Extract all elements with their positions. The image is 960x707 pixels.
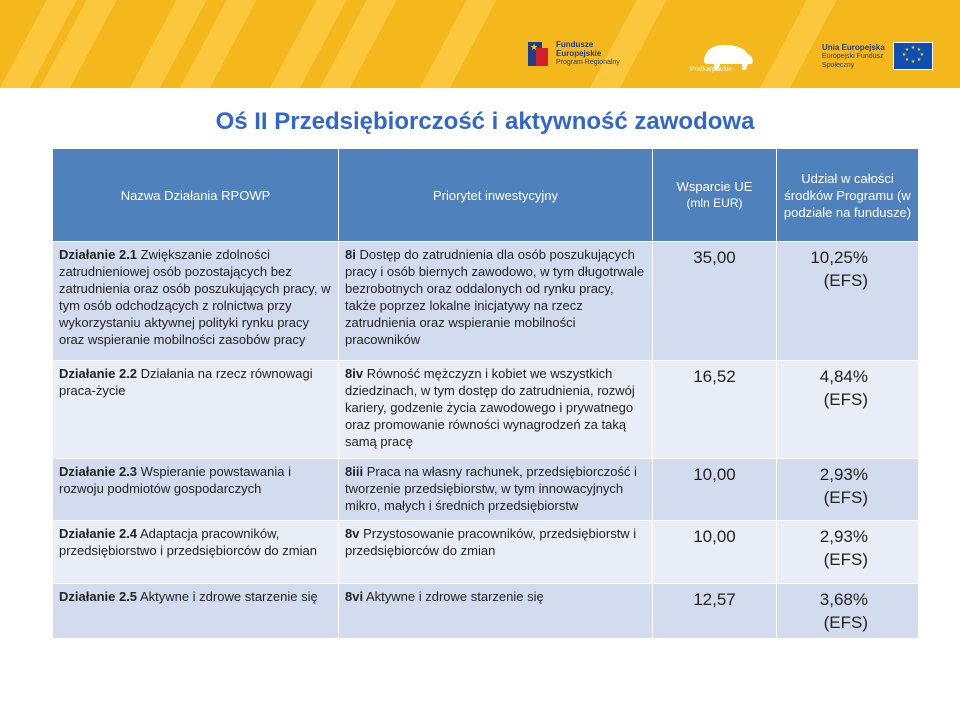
share-value: 2,93% [819,527,868,546]
podkarpackie-label: Podkarpackie [690,66,733,73]
ue-logo-line: Europejski Fundusz [822,52,884,60]
priority-description: Praca na własny rachunek, przedsiębiorczość i tworzenie przedsiębiorstw, w tym innowacyjnych mikro, małych i średnich przedsiębiorstw [345,464,637,513]
priority-code: 8v [345,526,360,541]
priority-description: Dostęp do zatrudnienia dla osób poszukujących pracy i osób biernych zawodowo, w tym długotrwale bezrobotnych oraz oddalonych od rynku pracy, także poprzez lokalne inicjatywy na rzecz zatrudnienia oraz wspieranie mobilności pracowników [345,247,645,347]
fund-label: (EFS) [823,390,868,409]
share-value: 10,25% [810,248,868,267]
share-value: 2,93% [819,465,868,484]
action-cell [53,584,339,639]
fund-label: (EFS) [823,613,868,632]
priority-code: 8iv [345,366,364,381]
ue-logo-line: Unia Europejska [822,42,885,52]
action-cell [53,459,339,521]
fundusze-europejskie-logo [528,40,620,67]
eu-support-value: 10,00 [653,459,777,521]
eu-support-value: 10,00 [653,521,777,584]
priority-code: 8vi [345,589,364,604]
page-title: Oś II Przedsiębiorczość i aktywność zawodowa [215,108,755,135]
priority-cell [339,242,653,361]
fund-label: (EFS) [823,271,868,290]
table-row [53,361,919,459]
action-description: Zwiększanie zdolności zatrudnieniowej osób pozostających bez zatrudnienia oraz osób poszukujących pracy, w tym osób odchodzących z rolnictwa przy wykorzystaniu aktywnej polityki rynku pracy oraz wspieranie mobilności zasobów pracy [59,247,331,347]
priority-description: Przystosowanie pracowników, przedsiębiorstw i przedsiębiorców do zmian [345,526,637,558]
action-number: Działanie 2.4 [59,526,138,541]
action-description: Adaptacja pracowników, przedsiębiorstwo i przedsiębiorców do zmian [59,526,317,558]
header-share: Udział w całości środków Programu (w podziale na fundusze) [777,149,919,242]
share-cell [777,242,919,361]
action-description: Wspieranie powstawania i rozwoju podmiotów gospodarczych [59,464,291,496]
eu-support-value: 16,52 [653,361,777,459]
fund-label: (EFS) [823,488,868,507]
share-value: 4,84% [819,367,868,386]
fe-logo-line: Program Regionalny [556,59,620,66]
priority-cell [339,459,653,521]
ue-logo-line: Społeczny [822,61,855,69]
unia-europejska-logo [822,42,933,70]
share-value: 3,68% [819,590,868,609]
share-cell [777,584,919,639]
priority-description: Aktywne i zdrowe starzenie się [363,589,544,604]
table-row [53,459,919,521]
action-cell [53,242,339,361]
action-number: Działanie 2.2 [59,366,138,381]
priority-cell [339,361,653,459]
table-header-row [53,149,919,242]
priority-cell [339,521,653,584]
fe-flag-icon: ★ [528,42,550,66]
fe-logo-line: Europejskie [556,49,602,58]
header-banner [0,0,960,88]
eu-support-value: 12,57 [653,584,777,639]
priority-description: Równość mężczyzn i kobiet we wszystkich dziedzinach, w tym dostęp do zatrudnienia, rozwój kariery, godzenie życia zawodowego i prywatnego oraz promowanie równości wynagrodzeń za taką samą pracę [345,366,635,449]
action-cell [53,361,339,459]
fe-logo-line: Fundusze [556,40,594,49]
action-number: Działanie 2.3 [59,464,138,479]
header-priority: Priorytet inwestycyjny [339,149,653,242]
share-cell [777,521,919,584]
table-row [53,521,919,584]
priority-code: 8iii [345,464,364,479]
header-eu-support-unit: (mln EUR) [686,196,743,210]
priority-code: 8i [345,247,356,262]
fund-label: (EFS) [823,550,868,569]
share-cell [777,361,919,459]
eu-support-value: 35,00 [653,242,777,361]
header-eu-support [653,149,777,242]
priority-cell [339,584,653,639]
action-number: Działanie 2.5 [59,589,138,604]
podkarpackie-logo [690,40,762,74]
eu-flag-icon: ★ ★ ★ ★ ★ ★ ★ ★ [893,42,933,70]
action-number: Działanie 2.1 [59,247,138,262]
header-action-name: Nazwa Działania RPOWP [53,149,339,242]
table-row [53,242,919,361]
action-description: Działania na rzecz równowagi praca-życie [59,366,313,398]
actions-table [52,148,919,639]
header-eu-support-label: Wsparcie UE [676,179,753,194]
action-cell [53,521,339,584]
action-description: Aktywne i zdrowe starzenie się [137,589,318,604]
banner-stripe [403,0,507,88]
share-cell [777,459,919,521]
table-row [53,584,919,639]
